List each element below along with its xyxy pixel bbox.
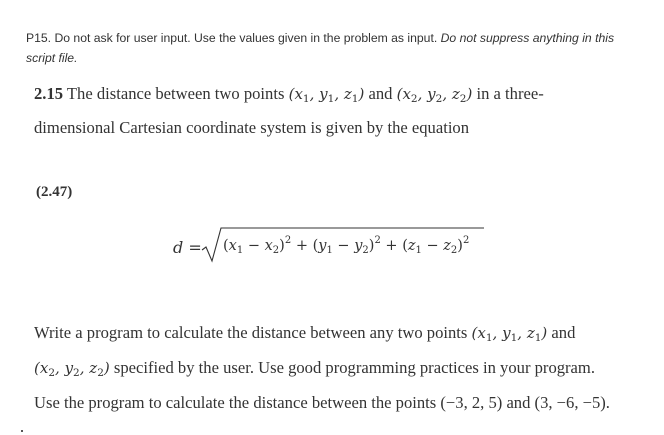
distance-equation [173,226,493,264]
equation-number: (2.47) [36,184,73,200]
instruction-note [26,28,646,68]
point-1-tuple: ($x_1$, $y_1$, $z_1$) [288,85,365,105]
point-2-tuple: ($x_2$, $y_2$, $z_2$) [396,85,473,105]
equation-radicand: $(x_1 - x_2)^2 + (y_1 - y_2)^2 + (z_1 - z_2)^2$ [223,235,470,256]
problem-statement-line-2: dimensional Cartesian coordinate system is given by the equation [34,118,470,137]
task-line-2: ($x_2$, $y_2$, $z_2$) specified by the user. Use good programming practices in your program. [34,358,595,379]
task-line-3: Use the program to calculate the distance between the points (−3, 2, 5) and (3, −6, −5). [34,393,610,412]
problem-text-1: The distance between two points [66,84,285,103]
equation-lhs: d = [173,238,202,257]
problem-number: 2.15 [34,84,64,103]
instruction-text: P15. Do not ask for user input. Use the values given in the problem as input. [26,31,441,45]
task-point-1-tuple: ($x_1$, $y_1$, $z_1$) [471,324,548,344]
problem-text-1-end: in a three- [476,84,544,103]
task-line-1: Write a program to calculate the distance between any two points ($x_1$, $y_1$, $z_1$) and [34,323,576,344]
instruction-italic-text: Do not suppress anything in this script file. [26,31,615,65]
stray-dot [21,430,23,432]
problem-statement-line-1 [34,84,544,104]
task-point-2-tuple: ($x_2$, $y_2$, $z_2$) [34,359,110,379]
problem-and: and [368,84,393,103]
